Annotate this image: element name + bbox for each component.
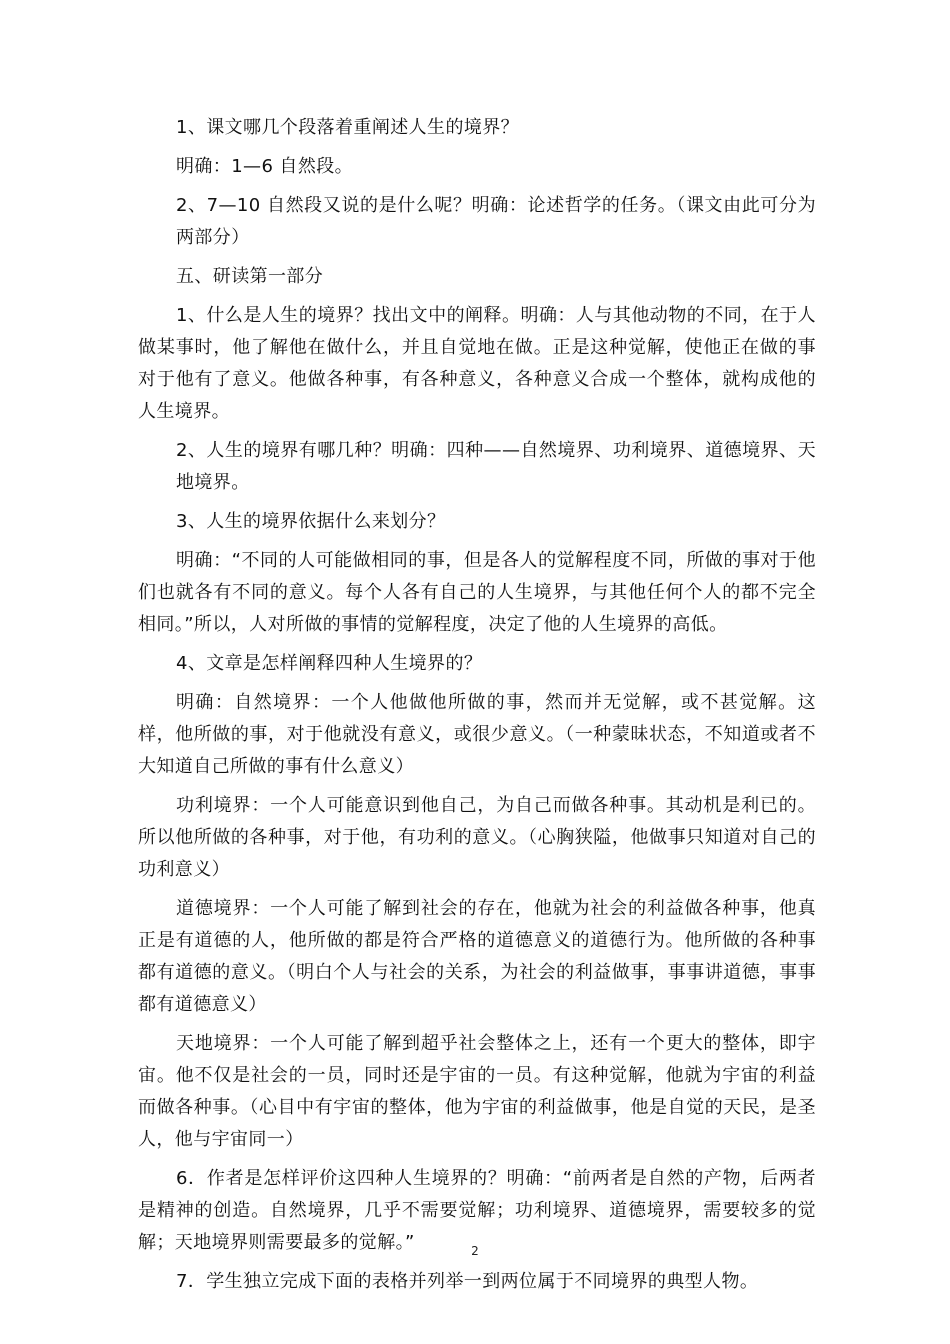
paragraph-1: 1、课文哪几个段落着重阐述人生的境界？ bbox=[176, 117, 520, 138]
paragraph-10: 明确：自然境界：一个人他做他所做的事，然而并无觉解，或不甚觉解。这样，他所做的事，对于他就没有意义，或很少意义。（一种蒙昧状态，不知道或者不大知道自己所做的事有什么意义） bbox=[138, 692, 816, 777]
paragraph-3: 2、7—10 自然段又说的是什么呢？明确：论述哲学的任务。（课文由此可分为两部分） bbox=[176, 195, 816, 248]
paragraph-11: 功利境界：一个人可能意识到他自己，为自己而做各种事。其动机是利已的。所以他所做的各种事，对于他，有功利的意义。（心胸狭隘，他做事只知道对自己的功利意义） bbox=[138, 795, 816, 880]
paragraph-12: 道德境界：一个人可能了解到社会的存在，他就为社会的利益做各种事，他真正是有道德的人，他所做的都是符合严格的道德意义的道德行为。他所做的各种事都有道德的意义。（明白个人与社会的关系，为社会的利益做事，事事讲道德，事事都有道德意义） bbox=[138, 898, 816, 1015]
paragraph-2: 明确：1—6 自然段。 bbox=[176, 156, 354, 177]
paragraph-15: 7．学生独立完成下面的表格并列举一到两位属于不同境界的典型人物。 bbox=[176, 1271, 759, 1292]
paragraph-5: 1、什么是人生的境界？找出文中的阐释。明确：人与其他动物的不同，在于人做某事时，他了解他在做什么，并且自觉地在做。正是这种觉解，使他正在做的事对于他有了意义。他做各种事，有各种意义，各种意义合成一个整体，就构成他的人生境界。 bbox=[138, 305, 816, 422]
page-content bbox=[138, 112, 816, 1305]
paragraph-8: 明确：“不同的人可能做相同的事，但是各人的觉解程度不同，所做的事对于他们也就各有不同的意义。每个人各有自己的人生境界，与其他任何个人的都不完全相同。”所以，人对所做的事情的觉解程度，决定了他的人生境界的高低。 bbox=[138, 550, 816, 635]
page-number: 2 bbox=[471, 1244, 479, 1258]
paragraph-7: 3、人生的境界依据什么来划分？ bbox=[176, 511, 446, 532]
section-heading: 五、研读第一部分 bbox=[176, 266, 324, 287]
paragraph-6: 2、人生的境界有哪几种？明确：四种——自然境界、功利境界、道德境界、天地境界。 bbox=[176, 440, 816, 493]
paragraph-9: 4、文章是怎样阐释四种人生境界的？ bbox=[176, 653, 483, 674]
paragraph-13: 天地境界：一个人可能了解到超乎社会整体之上，还有一个更大的整体，即宇宙。他不仅是社会的一员，同时还是宇宙的一员。有这种觉解，他就为宇宙的利益而做各种事。（心目中有宇宙的整体，他为宇宙的利益做事，他是自觉的天民，是圣人，他与宇宙同一） bbox=[138, 1033, 816, 1150]
paragraph-14: 6．作者是怎样评价这四种人生境界的？明确：“前两者是自然的产物，后两者是精神的创造。自然境界，几乎不需要觉解；功利境界、道德境界，需要较多的觉解；天地境界则需要最多的觉解。” bbox=[138, 1168, 816, 1253]
